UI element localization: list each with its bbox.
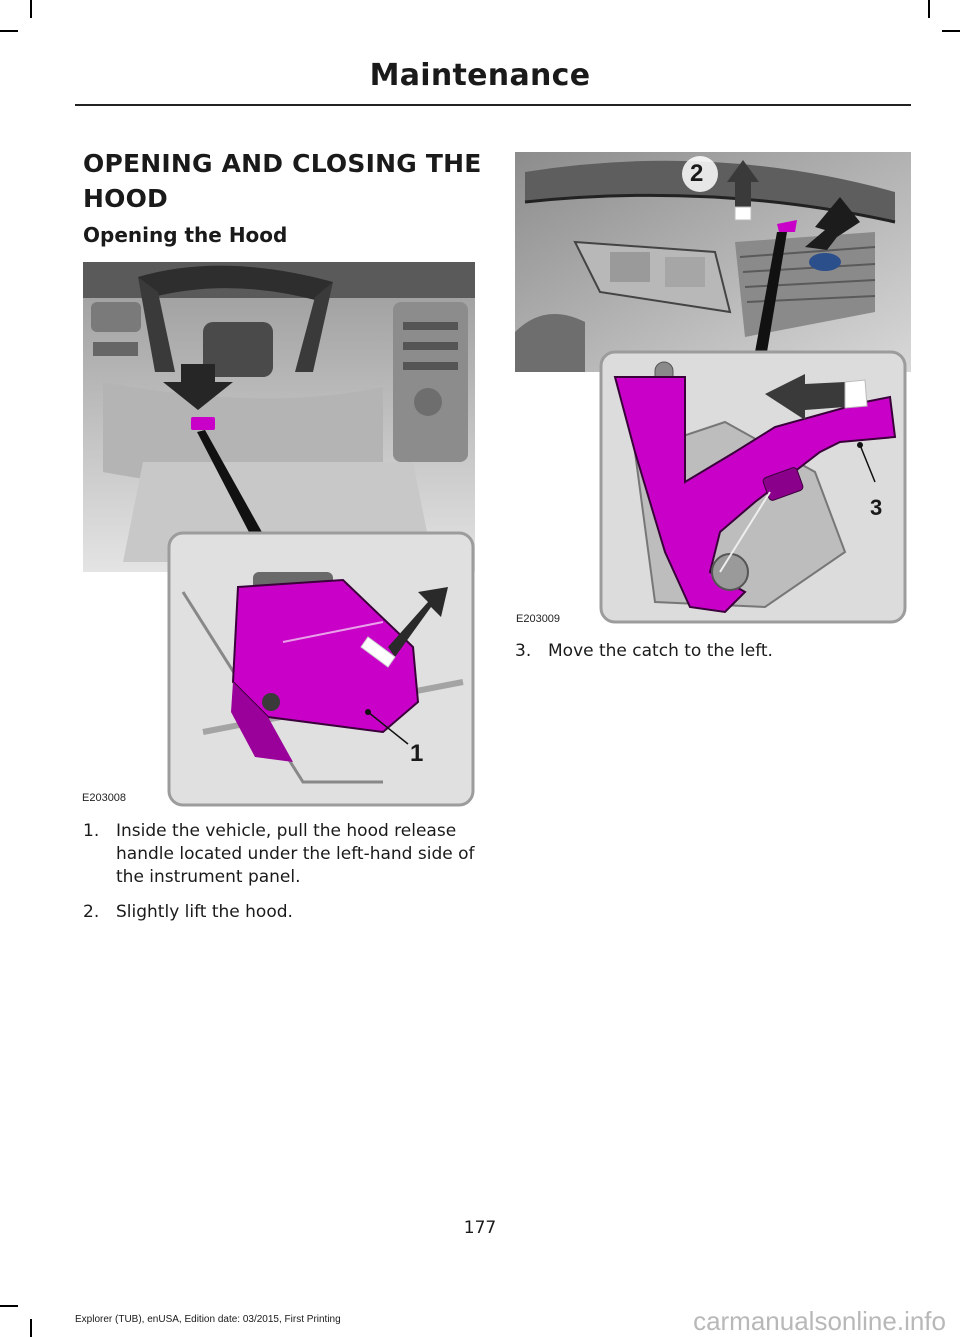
figure-hood-release-handle (83, 262, 475, 810)
figure-callout-1: 1 (410, 740, 424, 767)
figure-id: E203009 (516, 613, 561, 625)
crop-mark (0, 1305, 18, 1307)
watermark: carmanualsonline.info (693, 1306, 946, 1336)
crop-mark (928, 0, 930, 18)
crop-mark (942, 30, 960, 32)
step-number: 3. (515, 641, 532, 661)
header-divider (75, 104, 911, 106)
hood-release-illustration (83, 262, 475, 810)
figure-id: E203008 (82, 792, 127, 804)
steps-list-left (83, 820, 478, 936)
figure-hood-catch (515, 152, 911, 632)
sub-heading: Opening the Hood (83, 223, 288, 247)
crop-mark (30, 0, 32, 18)
step-item (83, 820, 478, 889)
step-text: Inside the vehicle, pull the hood release handle located under the left-hand side of the instrument panel. (116, 821, 475, 887)
section-heading: OPENING AND CLOSING THE HOOD (83, 149, 482, 213)
step-text: Move the catch to the left. (548, 641, 773, 661)
step-item (83, 901, 478, 924)
page-number: 177 (463, 1218, 497, 1238)
page-header-title: Maintenance (369, 58, 591, 93)
step-number: 1. (83, 821, 100, 841)
page-footer: Explorer (TUB), enUSA, Edition date: 03/2015, First Printing (75, 1314, 341, 1325)
steps-list-right (515, 640, 910, 675)
crop-mark (30, 1319, 32, 1337)
figure-callout-2: 2 (690, 160, 704, 187)
step-text: Slightly lift the hood. (116, 902, 293, 922)
figure-callout-3: 3 (870, 495, 883, 520)
step-item (515, 640, 910, 663)
step-number: 2. (83, 902, 100, 922)
crop-mark (0, 30, 18, 32)
hood-catch-illustration (515, 152, 911, 632)
